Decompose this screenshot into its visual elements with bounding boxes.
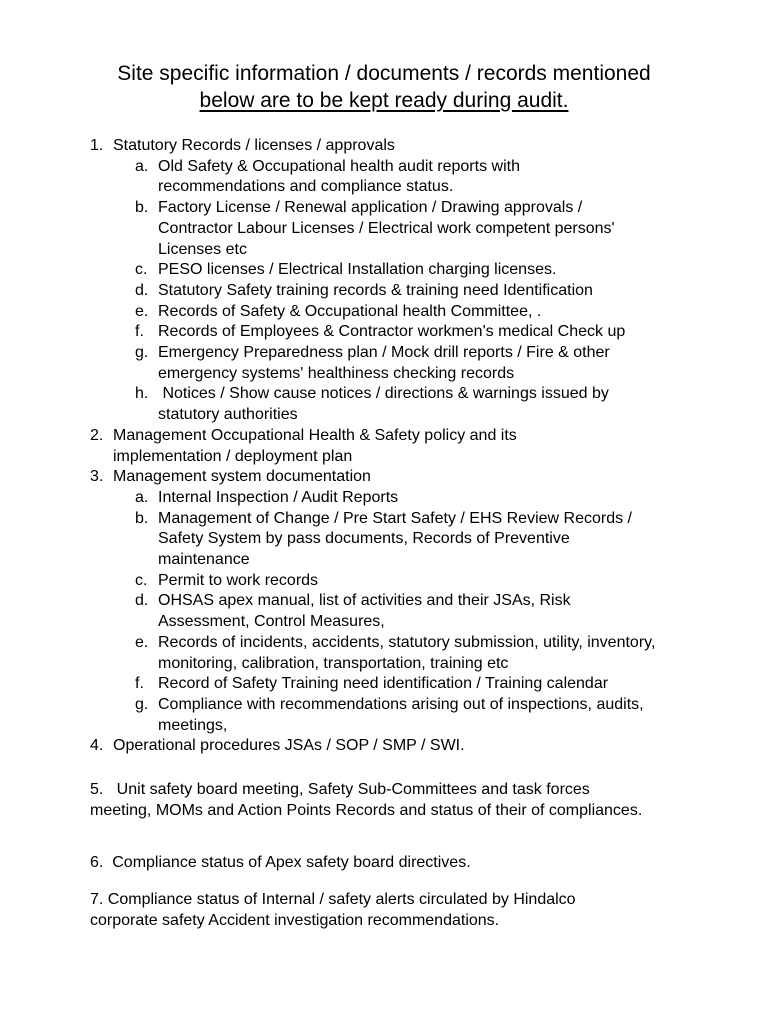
sub-item [90,674,748,695]
sub-item-text: Management of Change / Pre Start Safety / EHS Review Records / Safety System by pass documents, Records of Preventive maintenance [158,509,632,569]
sub-item-letter: g. [135,344,149,362]
paragraph-7 [90,890,640,931]
sub-item-text: Factory License / Renewal application / Drawing approvals / Contractor Labour Licenses / Electrical work competent persons' Licenses etc [158,199,615,258]
list-item [90,426,553,467]
list-item-text: Statutory Records / licenses / approvals [113,137,395,154]
sub-item-letter: a. [135,488,149,506]
sub-item-text: Notices / Show cause notices / directions & warnings issued by statutory authorities [158,385,614,424]
sub-item-letter: h. [135,385,149,403]
sub-item-letter: g. [135,695,149,713]
sub-item [90,384,630,425]
paragraph-text: 7. Compliance status of Internal / safety alerts circulated by Hindalco corporate safety Accident investigation recommendations. [90,891,576,929]
list-item [90,467,690,488]
list-item-number: 4. [90,737,104,755]
sub-item [90,591,638,632]
sub-item [90,488,630,509]
sub-item-text: Internal Inspection / Audit Reports [158,488,399,506]
sub-item-letter: c. [135,261,148,279]
sub-item-letter: b. [135,509,149,527]
list-item-text: Operational procedures JSAs / SOP / SMP / SWI. [113,737,465,755]
sub-item [90,695,658,736]
sub-item-text: Records of Employees & Contractor workmen's medical Check up [158,323,626,341]
numbered-list [90,136,690,757]
list-item-number: 3. [90,468,104,486]
sub-item-text: Old Safety & Occupational health audit reports with recommendations and compliance status. [158,157,520,196]
sub-item [90,281,630,302]
paragraph-text: 6. Compliance status of Apex safety board directives. [90,854,471,871]
sub-item-letter: c. [135,571,148,589]
sub-item [90,157,630,198]
sub-item-text: OHSAS apex manual, list of activities and their JSAs, Risk Assessment, Control Measures, [158,592,571,631]
sub-item-letter: f. [135,323,144,341]
list-item-number: 2. [90,426,104,444]
list-item [90,736,690,757]
sub-item-letter: e. [135,633,149,651]
sub-item-letter: e. [135,302,149,320]
title-line-1: Site specific information / documents / records mentioned [117,62,651,85]
sub-item [90,343,630,384]
paragraph-text: 5. Unit safety board meeting, Safety Sub-Committees and task forces meeting, MOMs and Action Points Records and status of their of compliances. [90,781,643,819]
sub-item-text: Record of Safety Training need identification / Training calendar [158,675,609,693]
sub-item-letter: b. [135,199,149,217]
sub-item-text: Permit to work records [158,571,319,589]
sub-item [90,509,648,571]
sub-item [90,571,630,592]
sub-item [90,260,630,281]
sub-item-letter: f. [135,675,144,693]
sub-item [90,198,630,260]
document-title [0,60,768,114]
sub-item [90,302,630,323]
sub-item-text: Statutory Safety training records & training need Identification [158,281,593,299]
list-item-text: Management Occupational Health & Safety policy and its implementation / deployment plan [113,426,517,465]
sub-item-text: Records of Safety & Occupational health Committee, . [158,302,542,320]
sub-item-text: PESO licenses / Electrical Installation charging licenses. [158,261,557,279]
list-item-number: 1. [90,137,104,154]
paragraph-5 [90,780,650,821]
sub-item-letter: a. [135,157,149,175]
sub-item [90,322,758,343]
list-item-text: Management system documentation [113,468,371,486]
list-item [90,136,690,157]
paragraph-6 [90,853,670,874]
sub-item-text: Compliance with recommendations arising out of inspections, audits, meetings, [158,695,644,734]
sub-item-text: Emergency Preparedness plan / Mock drill reports / Fire & other emergency systems' healthiness checking records [158,344,610,382]
sub-item [90,633,658,674]
sub-item-letter: d. [135,281,149,299]
sub-item-letter: d. [135,592,149,610]
title-line-2: below are to be kept ready during audit. [199,89,569,112]
sub-item-text: Records of incidents, accidents, statutory submission, utility, inventory, monitoring, calibration, transportation, training etc [158,633,656,672]
